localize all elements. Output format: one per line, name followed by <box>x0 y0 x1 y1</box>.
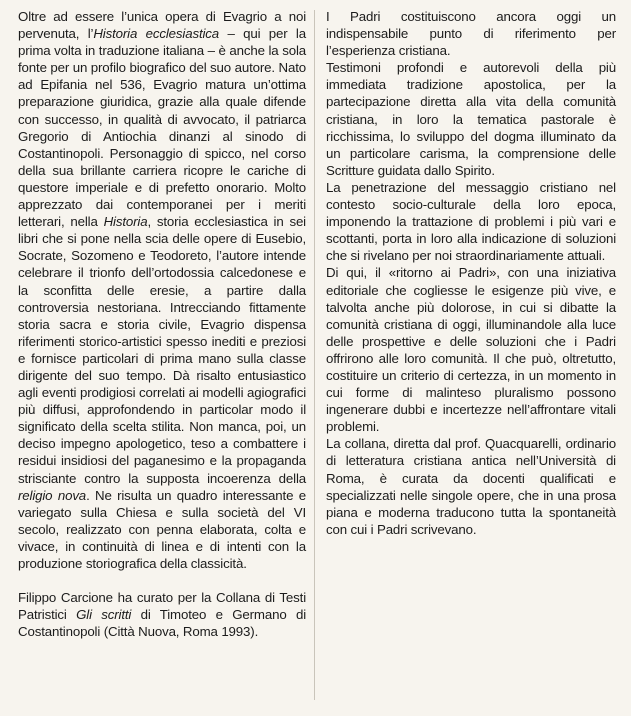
series-paragraph-5: La collana, diretta dal prof. Quacquarelli, ordinario di letteratura cristiana antica nell’Università di Roma, è curata da docenti qualificati e specializzati nelle singole opere, che in una prosa piana e moderna traducono tutta la spontaneità con cui i Padri scrivevano. <box>326 436 616 537</box>
title-historia: Historia <box>103 214 148 230</box>
credit-text-1: Filippo Carcione ha curato per la Collana di Testi Patristici <box>18 590 306 623</box>
bio-text-4: . Ne risulta un quadro interessante e variegato sulla Chiesa e sulla società del VI secolo, realizzato con penna elaborata, colta e vivace, in continuità di linea e di intenti con la produzione storiografica della classicità. <box>18 487 306 571</box>
credit-text-2: di Timoteo e Germano di Costantinopoli (Città Nuova, Roma 1993). <box>18 607 306 640</box>
book-description <box>18 8 306 572</box>
bio-text-1: Oltre ad essere l’unica opera di Evagrio a noi pervenuta, l’ <box>18 9 306 42</box>
bio-text-2: – qui per la prima volta in traduzione italiana – è anche la sola fonte per un profilo biografico del suo autore. Nato ad Epifania nel 536, Evagrio matura un’ottima preparazione giuridica, grazie alla quale difende con successo, in qualità di avvocato, il patriarca Gregorio di Antiochia dinanzi al sinodo di Costantinopoli. Personaggio di spicco, nel corso della sua brillante carriera ricopre le cariche di questore imperiale e di prefetto onorario. Molto apprezzato dai contemporanei per i meriti letterari, nella <box>18 26 306 230</box>
bio-text-3: , storia ecclesiastica in sei libri che si pone nella scia delle opere di Eusebio, Socrate, Sozomeno e Teodoreto, l’autore intende celebrare il trionfo dell’ortodossia calcedonese e la sconfitta delle eresie, a partire dalla controversia nestoriana. Intrecciando fittamente storia sacra e storia civile, Evagrio dispensa riferimenti storico-artistici spesso inediti e preziosi e fornisce particolari di prima mano sulla classe dirigente del suo tempo. Dà risalto entusiastico agli eventi prodigiosi correlati ai modelli agiografici più diffusi, approfondendo in particolar modo il significato della scelta stilita. Non manca, poi, un deciso impegno apologetico, teso a combattere i residui insidiosi del paganesimo e la propaganda strisciante contro la supposta incoerenza della <box>18 214 306 486</box>
series-paragraph-1: I Padri costituiscono ancora oggi un indispensabile punto di riferimento per l’esperienza cristiana. <box>326 9 616 59</box>
series-paragraph-2: Testimoni profondi e autorevoli della più immediata tradizione apostolica, per la partecipazione diretta alla vita della comunità cristiana, in loro la tematica pastorale è ricchissima, lo sviluppo del dogma illuminato da un particolare carisma, la comprensione delle Scritture guidata dallo Spirito. <box>326 60 616 178</box>
editor-credit <box>18 589 306 640</box>
left-column <box>18 8 306 640</box>
series-paragraph-3: La penetrazione del messaggio cristiano nel contesto socio-culturale della loro epoca, imponendo la trattazione di problemi i più vari e scottanti, porta in loro alla indicazione di soluzioni che si rivelano per noi straordinariamente attuali. <box>326 179 616 264</box>
series-paragraph-4: Di qui, il «ritorno ai Padri», con una iniziativa editoriale che cogliesse le esigenze più vive, e talvolta anche più dolorose, in cui si dibatte la comunità cristiana di oggi, illuminandole alla luce delle prospettive e delle soluzioni che i Padri offrirono alle loro comunità. Il che può, oltretutto, costituire un criterio di certezza, in un momento in cui forme di malinteso pluralismo possono ingenerare dubbi e incertezze nell’affrontare vitali problemi. <box>326 265 616 435</box>
title-historia-ecclesiastica: Historia ecclesiastica <box>93 26 220 42</box>
title-gli-scritti: Gli scritti <box>76 607 132 623</box>
column-divider <box>314 10 315 700</box>
right-column <box>326 8 616 538</box>
term-religio-nova: religio nova <box>18 487 87 503</box>
